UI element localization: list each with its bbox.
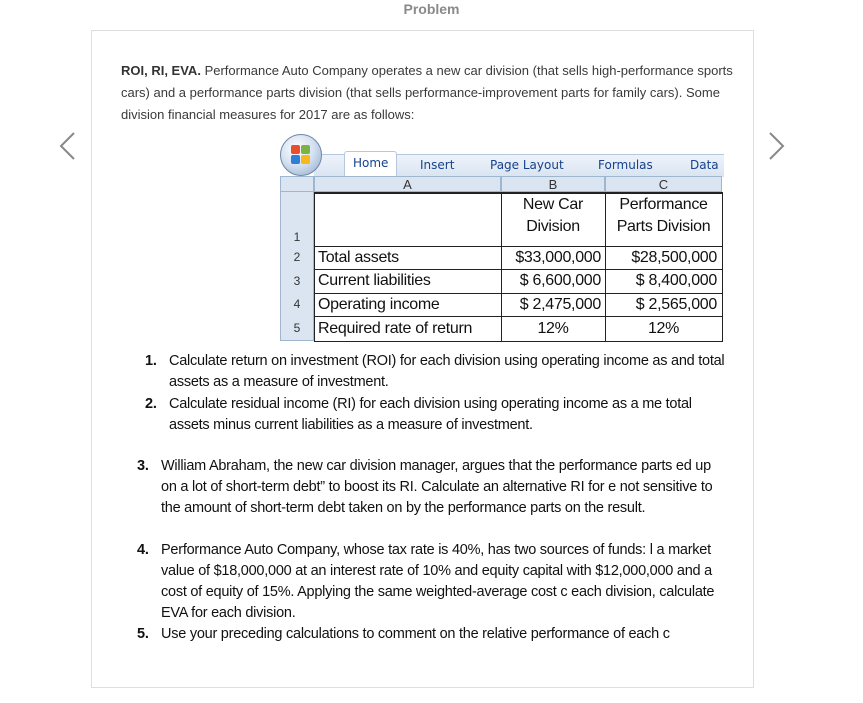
list-item (137, 540, 737, 624)
list-item (137, 456, 737, 540)
list-item (137, 624, 737, 645)
column-b-title-line2: Division (526, 218, 580, 235)
column-c-title-line2: Parts Division (616, 218, 711, 235)
tab-home: Home (344, 151, 397, 176)
grid-line (314, 293, 722, 294)
question-number: 5. (137, 626, 149, 642)
grid-line (314, 316, 722, 317)
spreadsheet-image (280, 134, 724, 342)
row-number: 1 (293, 230, 301, 244)
grid-line (314, 341, 722, 342)
office-logo-icon (291, 145, 311, 165)
grid-line (722, 192, 723, 342)
question-number: 2. (145, 396, 157, 412)
tab-data: Data (690, 158, 719, 172)
row-label: Current liabilities (318, 272, 431, 289)
office-button (280, 134, 322, 176)
grid-line (501, 192, 502, 342)
tab-page-layout: Page Layout (490, 158, 564, 172)
row-label: Required rate of return (318, 320, 473, 337)
grid-line (314, 246, 722, 247)
cell-value: $ 6,600,000 (519, 272, 601, 289)
problem-heading: ROI, RI, EVA. (121, 63, 201, 78)
question-number: 3. (137, 458, 149, 474)
problem-intro (121, 60, 736, 126)
grid-line (314, 192, 315, 342)
row-number: 4 (280, 293, 314, 316)
cell-value: 12% (647, 320, 680, 337)
column-c-title (605, 194, 722, 238)
row-number: 5 (280, 316, 314, 341)
question-text: William Abraham, the new car division manager, argues that the performance parts ed up on a lot of short-term debt” to boost its RI. Calculate an alternative RI for e not sensitive to the amount of short-term debt taken on by the performance parts on the result. (161, 458, 713, 516)
cell-value: $28,500,000 (631, 249, 717, 266)
page-title: Problem (403, 1, 460, 17)
row-label: Operating income (318, 296, 440, 313)
tab-formulas: Formulas (598, 158, 653, 172)
tab-insert: Insert (420, 158, 455, 172)
question-text: Calculate return on investment (ROI) for each division using operating income as and total assets as a measure of investment. (169, 353, 725, 390)
spreadsheet-grid (280, 176, 724, 342)
column-header-a: A (314, 176, 501, 192)
column-header-b: B (501, 176, 605, 192)
column-c-title-line1: Performance (619, 196, 708, 213)
problem-intro-text: Performance Auto Company operates a new car division (that sells high-performance sports cars) and a performance parts division (that sells performance-improvement parts for family cars). Some division financial measures for 2017 are as follows: (121, 63, 733, 122)
column-header-c: C (605, 176, 722, 192)
row-number: 3 (280, 269, 314, 293)
cell-value: $33,000,000 (515, 249, 601, 266)
cell-value: $ 2,565,000 (635, 296, 717, 313)
chevron-right-icon[interactable] (764, 130, 788, 162)
list-item (137, 351, 737, 393)
problem-card (91, 30, 754, 688)
corner-cell (280, 176, 314, 192)
question-number: 1. (145, 353, 157, 369)
question-text: Use your preceding calculations to comment on the relative performance of each c (161, 626, 670, 642)
question-number: 4. (137, 542, 149, 558)
cell-value: $ 8,400,000 (635, 272, 717, 289)
question-text: Calculate residual income (RI) for each division using operating income as a me total assets minus current liabilities as a measure of investment. (169, 396, 692, 433)
cell-value: 12% (537, 320, 569, 337)
grid-line (605, 192, 606, 342)
grid-line (314, 269, 722, 270)
row-label: Total assets (318, 249, 399, 266)
row-header (280, 192, 314, 246)
chevron-left-icon[interactable] (56, 130, 80, 162)
question-text: Performance Auto Company, whose tax rate is 40%, has two sources of funds: l a market value of $18,000,000 at an interest rate of 10% and equity capital with $12,000,000 and a cost of equity of 15%. Applying the same weighted-average cost c each division, calculate EVA for each division. (161, 542, 715, 621)
row-number: 2 (280, 246, 314, 269)
cell-value: $ 2,475,000 (519, 296, 601, 313)
ribbon-bar (314, 154, 724, 177)
grid-line (314, 192, 722, 194)
column-b-title (501, 194, 605, 238)
list-item (137, 394, 737, 436)
column-b-title-line1: New Car (522, 196, 584, 213)
